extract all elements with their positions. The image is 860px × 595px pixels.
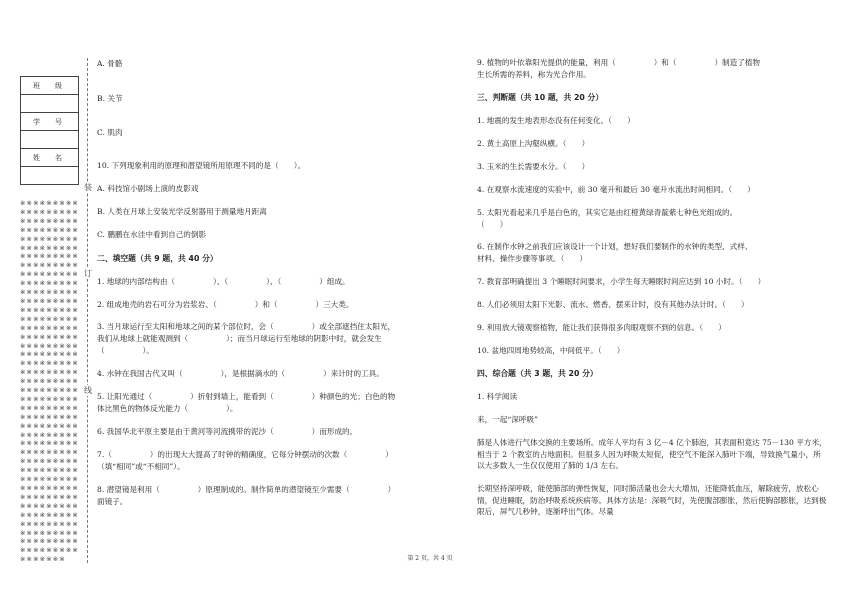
option-a-bone: A. 骨骼 [97, 59, 123, 68]
section-judgement-title: 三、判断题（共 10 题，共 20 分） [477, 93, 604, 102]
judge-question-7: 7. 教育部明确提出 3 个睡眠时间要求，小学生每天睡眠时间应达到 10 小时。（ ） [477, 277, 766, 286]
section-comprehensive-title: 四、综合题（共 3 题，共 20 分） [477, 369, 598, 378]
fill-question-4: 4. 水钟在我国古代又叫（ ），是根据滴水的（ ）来计时的工具。 [97, 369, 384, 378]
reading-paragraph-2: 长期坚持深呼吸，能使肺部的弹性恢复，同时肺活量也会大大增加，还能降低血压，解除疲劳，放松心情，促进睡眠，防治呼吸系统疾病等。具体方法是：深吸气时，先使腹部膨胀，然后使胸部膨胀，达到极限后，屏气几秒钟，逐渐呼出气体。尽量 [477, 484, 827, 516]
student-id-field [21, 131, 79, 149]
option-b-joint: B. 关节 [97, 94, 123, 103]
student-info-table [20, 76, 79, 185]
name-field [21, 167, 79, 185]
judge-question-2: 2. 黄土高原上沟壑纵横。（ ） [477, 139, 590, 148]
judge-question-5-line-2: （ ） [477, 220, 508, 229]
section-fill-blank-title: 二、填空题（共 9 题，共 40 分） [97, 254, 218, 263]
judge-question-1: 1. 地震的发生地表形态没有任何变化。（ ） [477, 116, 635, 125]
fill-question-6: 6. 我国华北平原主要是由于黄河等河流携带的泥沙（ ）而形成的。 [97, 427, 358, 436]
fill-question-3-line-2: 我们从地球上就能观测到（ ）；而当月球运行至地球的阴影中时，就会发生 [97, 334, 382, 343]
binding-dashed-line [87, 58, 88, 563]
reading-title: 来，一起“深呼吸” [477, 415, 538, 424]
fill-question-7-line-1: 7.（ ）的出现大大提高了时钟的精确度，它每分钟摆动的次数（ ） [97, 450, 393, 459]
fill-question-5-line-1: 5. 让阳光通过（ ）折射到墙上，能看到（ ）种颜色的光；白色的物 [97, 392, 396, 401]
judge-question-6-line-2: 材料、操作步骤等事项。（ ） [477, 254, 588, 263]
fill-question-2: 2. 组成地壳的岩石可分为岩浆岩、（ ）和（ ）三大类。 [97, 300, 354, 309]
question-10-option-a: A. 科技馆小剧场上演的皮影戏 [97, 184, 199, 193]
binding-char-xian: 线 [84, 386, 92, 395]
fill-question-7-line-2: （填“相同”或“不相同”）。 [97, 462, 185, 471]
judge-question-10: 10. 盆地四周地势较高，中间低平。（ ） [477, 346, 625, 355]
fill-question-8-line-2: 面镜子。 [97, 497, 128, 506]
question-10-option-c: C. 鹏鹏在水洼中看到自己的倒影 [97, 230, 207, 239]
judge-question-8: 8. 人们必须用太阳下光影、流水、燃香、摆来计时，没有其他办法计时。（ ） [477, 300, 749, 309]
question-10: 10. 下列现象利用的原理和潜望镜所用原理不同的是（ ）。 [97, 161, 306, 170]
judge-question-6-line-1: 6. 在制作水钟之前我们应该设计一个计划，想好我们要制作的水钟的类型、式样、 [477, 242, 753, 251]
judge-question-3: 3. 玉米的生长需要水分。（ ） [477, 162, 590, 171]
class-field [21, 95, 79, 113]
fill-question-5-line-2: 体比黑色的物体反光能力（ ）。 [97, 404, 238, 413]
student-id-label: 学 号 [21, 113, 79, 131]
name-label: 姓 名 [21, 149, 79, 167]
question-10-option-b: B. 人类在月球上安装光学反射器用于测量地月距离 [97, 207, 267, 216]
binding-char-zhuang: 装 [84, 183, 92, 192]
fill-question-3-line-3: （ ）。 [97, 346, 154, 355]
fill-question-8-line-1: 8. 潜望镜是利用（ ）原理制成的。制作简单的潜望镜至少需要（ ） [97, 485, 396, 494]
page-footer: 第 2 页，共 4 页 [407, 555, 453, 562]
fill-question-3-line-1: 3. 当月球运行至太阳和地球之间的某个部位时，会（ ）或全部遮挡住太阳光， [97, 322, 396, 331]
class-label: 班 级 [21, 77, 79, 95]
binding-char-ding: 订 [84, 269, 92, 278]
judge-question-9: 9. 利用放大镜观察植物，能让我们获得很多肉眼观察不到的信息。（ ） [477, 323, 726, 332]
reading-paragraph-1: 肺是人体进行气体交换的主要场所。成年人平均有 3 亿－4 亿个肺泡，其表面积竟达 75－130 平方米，相当于 2 个教室的占地面积。但很多人因为呼吸太短促，使空气不能深入肺叶下端，导致换气量小，所以大多数人一生仅仅使用了肺的 1/3 左右。 [477, 438, 827, 470]
fill-question-1: 1. 地球的内部结构由（ ）、（ ）、（ ）组成。 [97, 277, 350, 286]
comprehensive-question-1: 1. 科学阅读 [477, 392, 518, 401]
option-c-muscle: C. 肌肉 [97, 128, 123, 137]
fill-question-9-line-2: 生长所需的养料，称为光合作用。 [477, 70, 591, 79]
star-pattern: ※※※※※※※※※※※※※※※※※※※※※※※※※※※※※※※※※※※※※※※※※※※※※※※※※※※※※※※※※※※※※※※※※※※※※※※※※※※※※※※※※※※※※※※※※※※※※※※※※※※※※※※※※※※※※※※※※※※※※※※※※※※※※※※※※※※※※※※※※※※※※※※※※※※※※※※※※※※※※※※※※※※※※※※※※※※※※※※※※※※※※※※※※※※※※※※※※※※※※※※※※※※※※※※※※※※※※※※※※※※※※※※※※※※※※※※※※※※※※※※※※※※※※※※※※※※※※※※※※※※※※※※※※※※※※※※※※※※※※※※※※※※※※※※※※※※※※※※※※※※※※※※※※※※※※※※※※※※※※※※※※※※※※※※※※※※※※※※※※※※※※※※※※※※※※※※※※※※※※※※※※※※※※※※ [20, 199, 79, 564]
judge-question-4: 4. 在观察水流速度的实验中，前 30 毫升和最后 30 毫升水流出时间相同。（ ） [477, 185, 755, 194]
fill-question-9-line-1: 9. 植物的叶依靠阳光提供的能量，利用（ ）和（ ）制造了植物 [477, 58, 761, 67]
judge-question-5-line-1: 5. 太阳光看起来几乎是白色的，其实它是由红橙黄绿青靛紫七种色光组成的。 [477, 208, 738, 217]
